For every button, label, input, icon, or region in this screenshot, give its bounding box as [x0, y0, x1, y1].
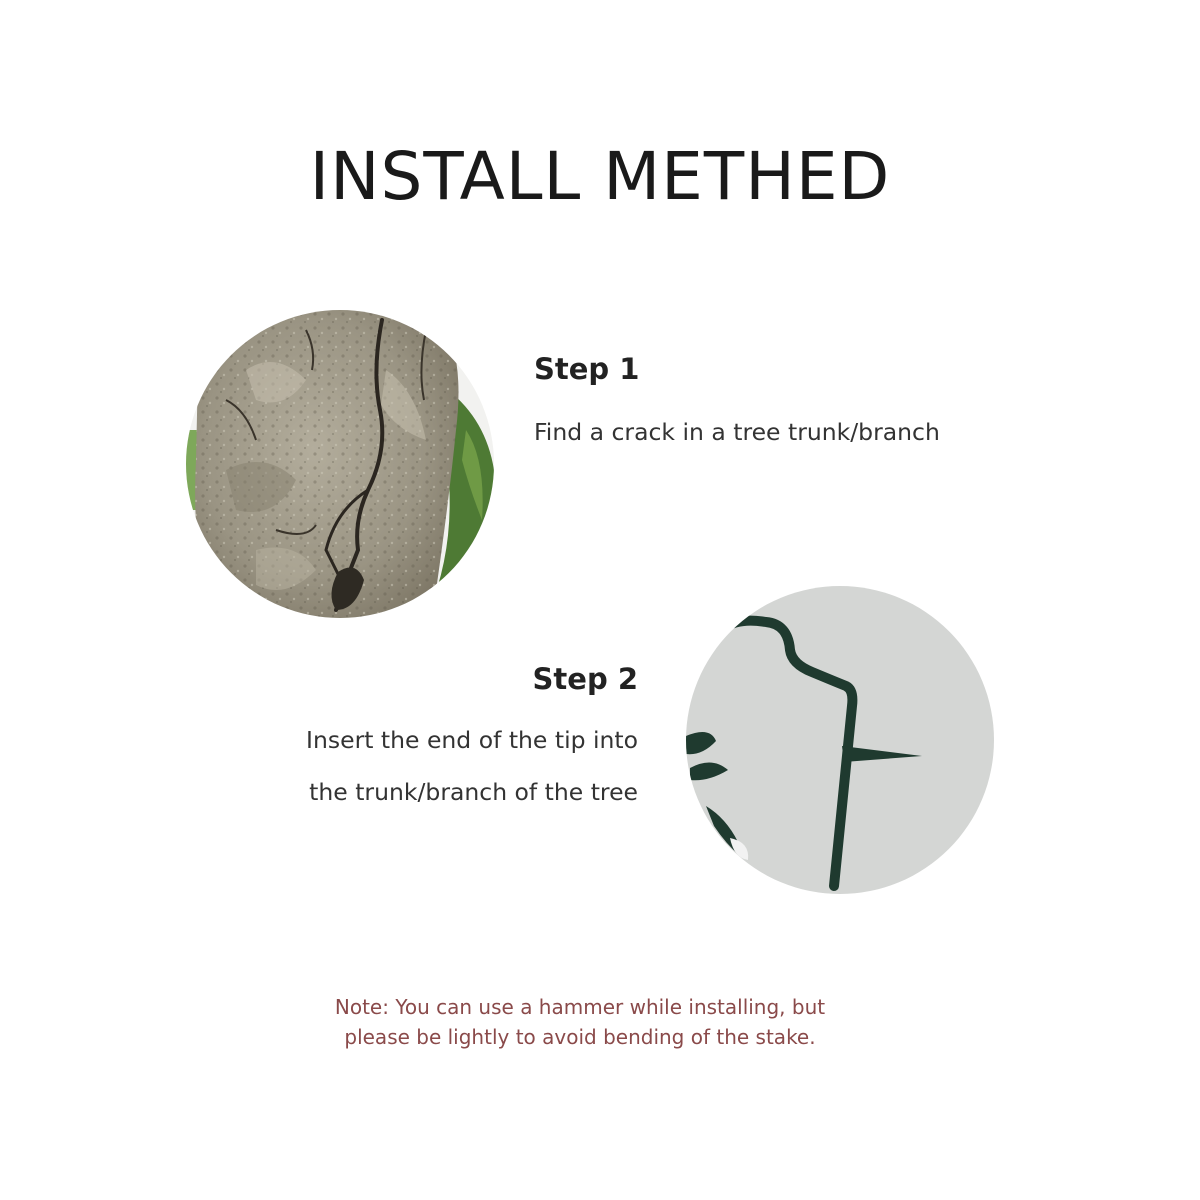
- step-2-text-line-2: the trunk/branch of the tree: [309, 778, 638, 806]
- note-line-1: Note: You can use a hammer while installing, but: [334, 995, 826, 1019]
- install-note: [0, 992, 1160, 1052]
- page-title: INSTALL METHED: [309, 138, 891, 215]
- step-1-text: Find a crack in a tree trunk/branch: [534, 418, 940, 446]
- step-1-heading: Step 1: [534, 352, 640, 386]
- step-2-text-line-1: Insert the end of the tip into: [306, 726, 638, 754]
- tree-bark-illustration: [186, 310, 494, 618]
- step-2-heading: Step 2: [532, 662, 638, 696]
- tree-bark-image: [186, 310, 494, 618]
- stake-illustration: [686, 586, 994, 894]
- note-line-2: please be lightly to avoid bending of the stake.: [344, 1025, 816, 1049]
- step-2-text: [306, 714, 638, 818]
- stake-tip-image: [686, 586, 994, 894]
